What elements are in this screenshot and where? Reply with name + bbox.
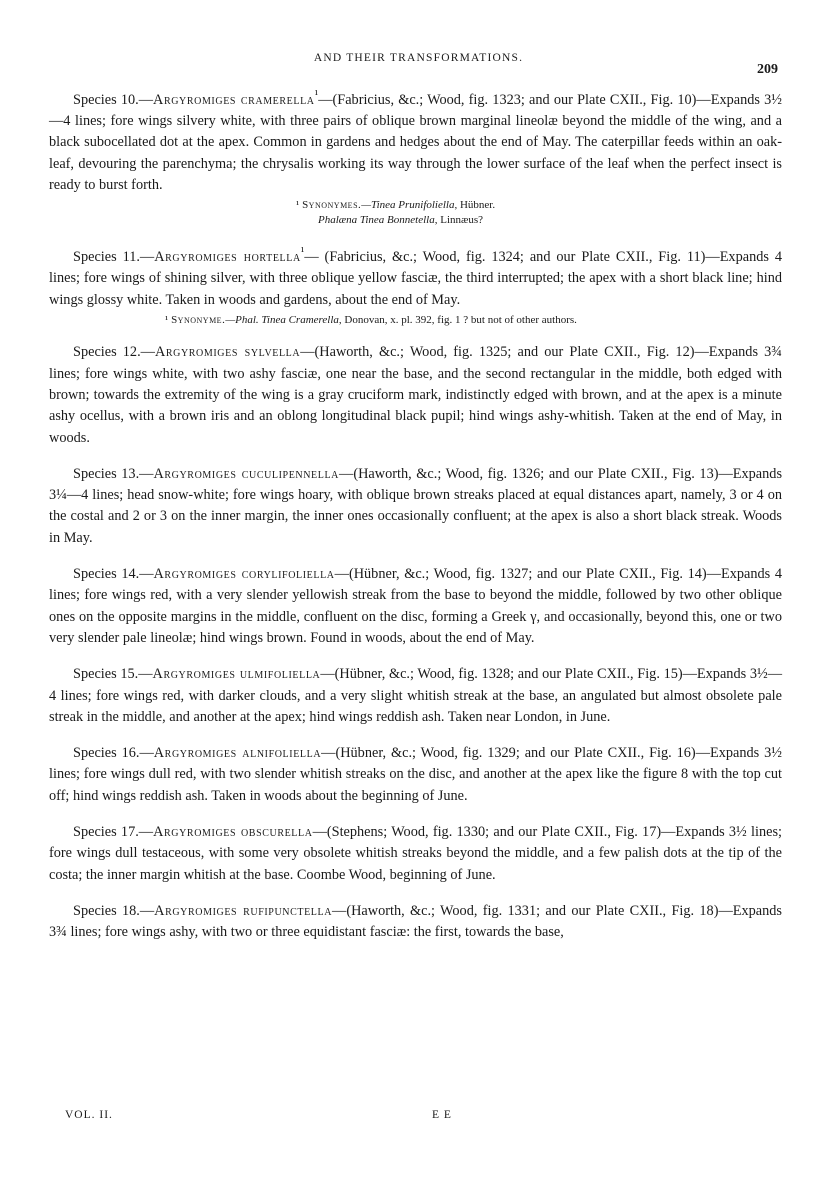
species-name: Argyromiges rufipunctella (154, 902, 333, 919)
footnote-heading: Synonyme. (171, 313, 226, 326)
species-name: Argyromiges cuculipennella (153, 465, 340, 482)
species-prefix: Species 16.— (73, 745, 154, 762)
species-description: —(Hübner, &c.; Wood, fig. 1329; and our Plate CXII., Fig. 16)—Expands 3½ lines; fore wings dull red, with two slender whitish streaks on the disc, and another at the apex like the figure 8 with the top cut off; hind wings reddish ash. Taken in woods about the beginning of June. (49, 745, 782, 804)
footnote-synonym: —Phal. Tinea Cramerella (225, 313, 339, 326)
signature-mark: E E (432, 1109, 452, 1121)
species-name: Argyromiges ulmifoliella (152, 666, 321, 683)
species-entry-16 (49, 743, 782, 807)
species-name: Argyromiges cramerella (153, 91, 315, 108)
footnote-marker: ¹ (300, 244, 305, 259)
footnote-species-10 (49, 198, 782, 227)
species-entry-12 (49, 342, 782, 448)
species-prefix: Species 12.— (73, 344, 155, 361)
footnote-synonym-2: Phalæna Tinea Bonnetella (318, 213, 435, 226)
species-name: Argyromiges hortella (154, 249, 301, 266)
species-entry-15 (49, 664, 782, 728)
footnote-synonym-1: —Tinea Prunifoliella (361, 199, 455, 212)
species-prefix: Species 10.— (73, 91, 154, 108)
footnote-marker: ¹ (296, 199, 300, 212)
footnote-line-2 (296, 213, 782, 228)
species-entry-17 (49, 822, 782, 886)
species-description: —(Hübner, &c.; Wood, fig. 1327; and our Plate CXII., Fig. 14)—Expands 4 lines; fore wings red, with a very slender yellowish streak from the base to beyond the middle, followed by two other oblique ones on the opposite margins in the middle, confluent on the disc, forming a Greek γ, and occasionally, beyond this, one or two very slender pale lineolæ; hind wings brown. Found in woods, about the end of May. (49, 566, 783, 646)
species-description: —(Haworth, &c.; Wood, fig. 1331; and our Plate CXII., Fig. 18)—Expands 3¾ lines; fore wings ashy, with two or three equidistant fasciæ: the first, towards the base, (49, 902, 782, 941)
page-body (49, 84, 782, 944)
species-name: Argyromiges alnifoliella (153, 745, 322, 762)
footnote-author-1: , Hübner. (454, 199, 496, 212)
footnote-citation: , Donovan, x. pl. 392, fig. 1 ? but not of other authors. (338, 313, 577, 326)
running-head: AND THEIR TRANSFORMATIONS. (313, 52, 524, 64)
volume-footer: VOL. II. (65, 1109, 113, 1121)
species-description: —(Fabricius, &c.; Wood, fig. 1323; and our Plate CXII., Fig. 10)—Expands 3½—4 lines; fore wings silvery white, with three pairs of oblique brown marginal lineolæ beyond the middle of the wing, and a black subocellated dot at the apex. Common in gardens and hedges about the end of May. The caterpillar feeds within an oak-leaf, devouring the parenchyma; the chrysalis working its way through the lower surface of the leaf when the perfect insect is ready to burst forth. (49, 91, 782, 193)
species-name: Argyromiges obscurella (153, 824, 313, 841)
footnote-marker: ¹ (165, 313, 169, 326)
species-prefix: Species 18.— (73, 902, 155, 919)
species-description: —(Haworth, &c.; Wood, fig. 1326; and our Plate CXII., Fig. 13)—Expands 3¼—4 lines; head snow-white; fore wings hoary, with oblique brown streaks placed at equal distances apart, namely, 3 or 4 on the costal and 2 or 3 on the inner margin, the inner ones occasionally confluent; at the apex is also a short black streak. Woods in May. (49, 465, 783, 546)
footnote-heading: Synonymes. (302, 199, 362, 212)
footnote-species-11 (49, 313, 782, 328)
species-entry-14 (49, 564, 782, 649)
species-description: —(Stephens; Wood, fig. 1330; and our Plate CXII., Fig. 17)—Expands 3½ lines; fore wings dull testaceous, with some very obsolete whitish streaks beyond the middle, and a few palish dots at the tip of the costa; the inner margin whitish at the base. Coombe Wood, beginning of June. (49, 824, 782, 883)
species-entry-10 (49, 84, 782, 196)
species-prefix: Species 17.— (73, 824, 154, 841)
species-description: — (Fabricius, &c.; Wood, fig. 1324; and our Plate CXII., Fig. 11)—Expands 4 lines; fore wings of shining silver, with three oblique yellow fasciæ, the third interrupted; the apex with a short black line; hind wings glossy white. Taken in woods and gardens, about the end of May. (49, 249, 782, 308)
footnote-marker: ¹ (314, 87, 319, 101)
species-entry-13 (49, 464, 782, 549)
species-prefix: Species 15.— (73, 666, 153, 683)
species-prefix: Species 14.— (73, 566, 154, 583)
page-number: 209 (757, 62, 778, 77)
species-entry-11 (49, 241, 782, 311)
footnote-author-2: , Linnæus? (434, 213, 483, 226)
species-description: —(Hübner, &c.; Wood, fig. 1328; and our Plate CXII., Fig. 15)—Expands 3½—4 lines; fore wings red, with darker clouds, and a very slight whitish streak at the base, an angulated but almost obsolete pale streak in the middle, and another at the apex; hind wings reddish ash. Taken near London, in June. (49, 666, 782, 725)
species-prefix: Species 11.— (73, 249, 155, 266)
species-prefix: Species 13.— (73, 465, 154, 482)
species-description: —(Haworth, &c.; Wood, fig. 1325; and our Plate CXII., Fig. 12)—Expands 3¾ lines; fore wings white, with two ashy fasciæ, one near the base, and the second rectangular in the middle, both edged with brown; towards the extremity of the wing is a gray cruciform mark, indistinctly edged with brown, and at the apex is a minute ashy ocellus, with a brown iris and an oblong longitudinal black pupil; hind wings ashy-whitish. Taken at the end of May, in woods. (49, 344, 782, 446)
species-entry-18 (49, 901, 782, 944)
species-name: Argyromiges sylvella (154, 344, 301, 361)
species-name: Argyromiges corylifoliella (153, 566, 335, 583)
